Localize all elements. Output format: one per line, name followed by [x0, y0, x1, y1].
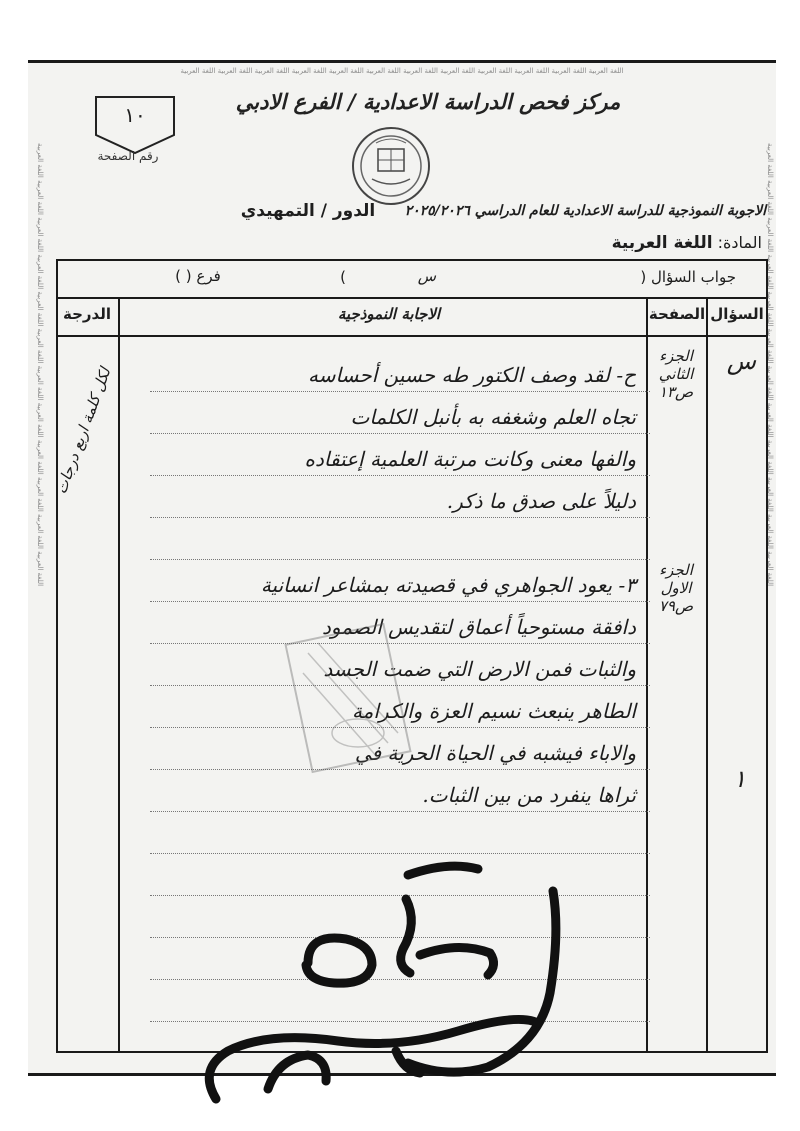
answer-line: تجاه العلم وشغفه به بأنبل الكلمات [350, 405, 636, 429]
writing-line [150, 475, 650, 476]
ministry-seal-icon [348, 123, 434, 209]
answer-line: الطاهر ينبعث نسيم العزة والكرامة [351, 699, 636, 723]
page-ref: الجزء الثاني ص١٣ [658, 347, 694, 401]
question-mark: س [726, 347, 756, 375]
answer-line: والثبات فمن الارض التي ضمت الجسد [323, 657, 636, 681]
center-title: مركز فحص الدراسة الاعدادية / الفرع الادبي [235, 89, 621, 114]
writing-line [150, 601, 650, 602]
writing-line [150, 433, 650, 434]
page-number: ١٠ [124, 103, 146, 127]
subject-label: المادة: [717, 233, 762, 252]
header-page: الصفحة [648, 305, 706, 323]
page-ref: الجزء الاول ص٧٩ [658, 561, 694, 615]
writing-line [150, 811, 650, 812]
watermark-strip: اللغة العربية اللغة العربية اللغة العربية اللغة العربية اللغة العربية اللغة العربية اللغة العربية اللغة العربية اللغة العربية اللغة العربية اللغة العربية اللغة العربية [180, 67, 624, 75]
page-number-caption: رقم الصفحة [97, 149, 159, 163]
column-divider [118, 297, 120, 1051]
answer-row [58, 261, 766, 299]
answer-line: دافقة مستوحياً أعماق لتقديس الصمود [322, 615, 636, 639]
exam-title: الاجوبة النموذجية للدراسة الاعدادية للعام الدراسي ٢٠٢٥/٢٠٢٦ [404, 203, 766, 219]
header-row [58, 297, 766, 337]
writing-line [150, 559, 650, 560]
side-watermark-right: اللغة العربية اللغة العربية اللغة العربية اللغة العربية اللغة العربية اللغة العربية اللغة العربية اللغة العربية اللغة العربية اللغة العربية اللغة العربية اللغة العربية [766, 143, 774, 587]
column-divider [706, 297, 708, 1051]
header-question: السؤال [710, 305, 764, 323]
header-model-answer: الاجابة النموذجية [337, 305, 441, 323]
round-label: الدور / التمهيدي [240, 201, 376, 221]
answer-close: ) [340, 268, 346, 286]
subject-line [612, 233, 762, 253]
subject-value: اللغة العربية [611, 233, 713, 253]
answer-line: ٣- يعود الجواهري في قصيدته بمشاعر انسانية [260, 573, 636, 597]
grade-note: لكل كلمة اربع درجات [51, 365, 115, 497]
header-grade: الدرجة [63, 305, 111, 323]
branch-label: فرع ( ) [175, 267, 221, 285]
exam-sheet [28, 60, 776, 1076]
writing-line [150, 391, 650, 392]
answer-question-value: س [417, 267, 436, 285]
answer-line: ثراها ينفرد من بين الثبات. [422, 783, 636, 807]
answer-line: والاباء فيشبه في الحياة الحرية في [354, 741, 636, 765]
faded-stamp-icon [288, 623, 408, 773]
side-watermark-left: اللغة العربية اللغة العربية اللغة العربية اللغة العربية اللغة العربية اللغة العربية اللغة العربية اللغة العربية اللغة العربية اللغة العربية اللغة العربية اللغة العربية [36, 143, 44, 587]
question-number: ١ [733, 765, 746, 793]
answer-label: جواب السؤال ( [640, 268, 736, 286]
answer-line: دليلاً على صدق ما ذكر. [446, 489, 636, 513]
answer-line: والفها معنى وكانت مرتبة العلمية إعتقاده [304, 447, 636, 471]
handwritten-signature [158, 853, 608, 1113]
answer-line: ح- لقد وصف الكتور طه حسين أحساسه [307, 363, 636, 387]
writing-line [150, 517, 650, 518]
